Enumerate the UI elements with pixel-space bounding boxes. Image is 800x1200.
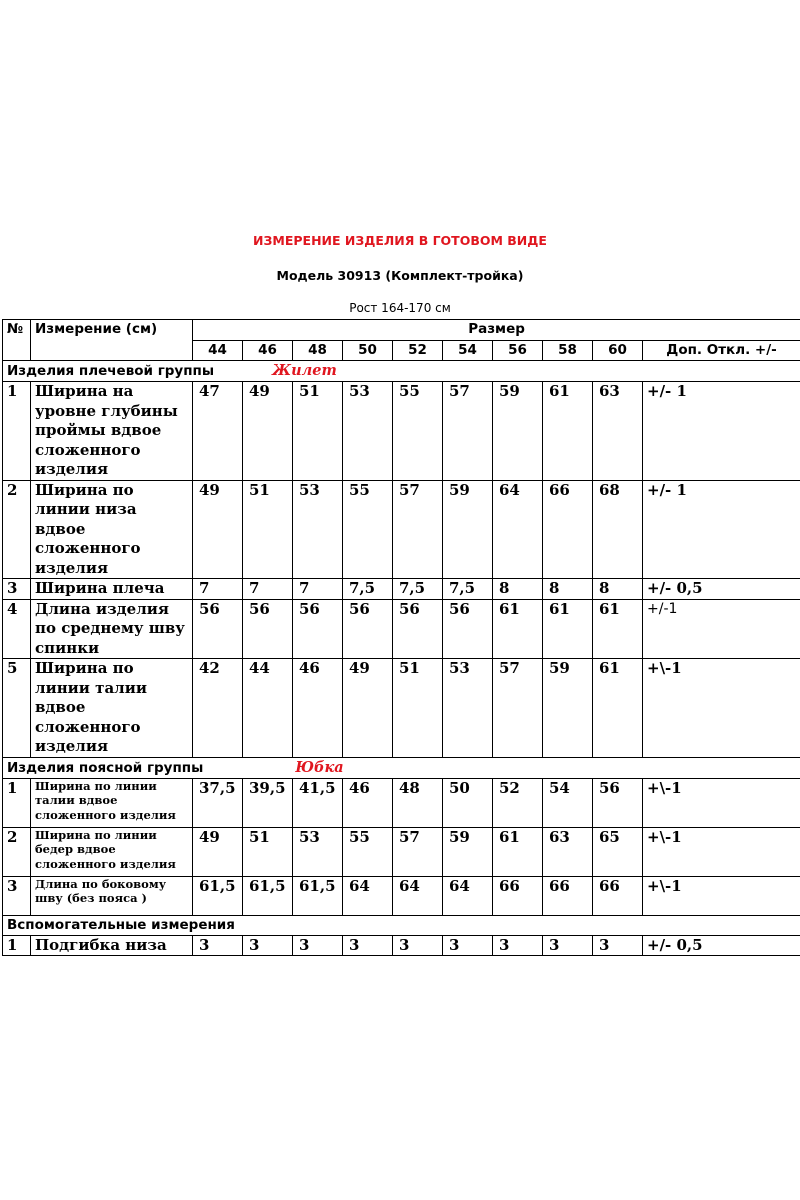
value-cell: 3 (343, 935, 393, 956)
size-44: 44 (193, 340, 243, 361)
document-title: ИЗМЕРЕНИЕ ИЗДЕЛИЯ В ГОТОВОМ ВИДЕ (253, 233, 547, 248)
value-cell: 54 (543, 778, 593, 827)
value-cell: 48 (393, 778, 443, 827)
value-cell: 66 (543, 480, 593, 579)
row-name: Ширина по линии талии вдвое сложенного изделия (31, 778, 193, 827)
size-52: 52 (393, 340, 443, 361)
value-cell: 53 (293, 827, 343, 876)
value-cell: 61,5 (193, 876, 243, 915)
value-cell: 49 (343, 659, 393, 758)
table-row (3, 935, 800, 956)
tolerance-cell: +\-1 (643, 876, 800, 915)
tolerance-cell: +/- 1 (643, 382, 800, 481)
table-row (3, 599, 800, 659)
value-cell: 7,5 (343, 579, 393, 600)
height-range: Рост 164-170 см (349, 301, 451, 315)
col-measure-header: Измерение (см) (31, 320, 193, 361)
row-no: 2 (3, 827, 31, 876)
value-cell: 61 (593, 659, 643, 758)
col-no-header: № (3, 320, 31, 361)
value-cell: 56 (343, 599, 393, 659)
value-cell: 63 (593, 382, 643, 481)
value-cell: 49 (193, 827, 243, 876)
group-row (3, 915, 800, 935)
value-cell: 53 (343, 382, 393, 481)
row-name: Ширина по линии низа вдвое сложенного изделия (31, 480, 193, 579)
value-cell: 8 (543, 579, 593, 600)
group-row (3, 361, 800, 382)
value-cell: 64 (443, 876, 493, 915)
group-label: Вспомогательные измерения (7, 916, 235, 933)
value-cell: 52 (493, 778, 543, 827)
value-cell: 3 (493, 935, 543, 956)
value-cell: 64 (393, 876, 443, 915)
table-row (3, 659, 800, 758)
value-cell: 51 (243, 480, 293, 579)
value-cell: 55 (393, 382, 443, 481)
tolerance-cell: +/- 0,5 (643, 579, 800, 600)
table-row (3, 778, 800, 827)
row-no: 3 (3, 579, 31, 600)
value-cell: 3 (193, 935, 243, 956)
value-cell: 64 (493, 480, 543, 579)
value-cell: 61 (543, 382, 593, 481)
value-cell: 61 (493, 599, 543, 659)
col-size-header: Размер (193, 320, 800, 341)
value-cell: 3 (243, 935, 293, 956)
size-60: 60 (593, 340, 643, 361)
row-no: 2 (3, 480, 31, 579)
tolerance-cell: +/- 1 (643, 480, 800, 579)
tolerance-header: Доп. Откл. +/- (643, 340, 800, 361)
row-no: 1 (3, 935, 31, 956)
group-label: Изделия поясной группы (7, 759, 204, 776)
row-name: Длина по боковому шву (без пояса ) (31, 876, 193, 915)
value-cell: 61 (493, 827, 543, 876)
value-cell: 65 (593, 827, 643, 876)
size-56: 56 (493, 340, 543, 361)
group-item: Жилет (272, 362, 337, 379)
value-cell: 53 (443, 659, 493, 758)
value-cell: 57 (493, 659, 543, 758)
value-cell: 50 (443, 778, 493, 827)
size-46: 46 (243, 340, 293, 361)
row-name: Ширина по линии талии вдвое сложенного изделия (31, 659, 193, 758)
table-row (3, 827, 800, 876)
value-cell: 49 (193, 480, 243, 579)
value-cell: 8 (493, 579, 543, 600)
value-cell: 3 (593, 935, 643, 956)
value-cell: 7,5 (443, 579, 493, 600)
value-cell: 47 (193, 382, 243, 481)
value-cell: 56 (393, 599, 443, 659)
value-cell: 41,5 (293, 778, 343, 827)
value-cell: 59 (493, 382, 543, 481)
measurement-table (2, 319, 800, 956)
value-cell: 66 (543, 876, 593, 915)
value-cell: 8 (593, 579, 643, 600)
value-cell: 59 (443, 480, 493, 579)
tolerance-cell: +/- 0,5 (643, 935, 800, 956)
value-cell: 3 (543, 935, 593, 956)
value-cell: 61,5 (243, 876, 293, 915)
row-name: Подгибка низа (31, 935, 193, 956)
row-name: Ширина по линии бедер вдвое сложенного изделия (31, 827, 193, 876)
value-cell: 56 (193, 599, 243, 659)
size-48: 48 (293, 340, 343, 361)
row-no: 1 (3, 778, 31, 827)
group-label-cell (3, 757, 800, 778)
value-cell: 56 (443, 599, 493, 659)
value-cell: 66 (593, 876, 643, 915)
row-no: 5 (3, 659, 31, 758)
size-54: 54 (443, 340, 493, 361)
group-label-cell (3, 915, 800, 935)
value-cell: 49 (243, 382, 293, 481)
value-cell: 63 (543, 827, 593, 876)
header-row-1 (3, 320, 800, 341)
row-name: Ширина на уровне глубины проймы вдвое сложенного изделия (31, 382, 193, 481)
value-cell: 3 (293, 935, 343, 956)
value-cell: 51 (243, 827, 293, 876)
value-cell: 51 (293, 382, 343, 481)
value-cell: 59 (543, 659, 593, 758)
size-58: 58 (543, 340, 593, 361)
value-cell: 3 (443, 935, 493, 956)
value-cell: 46 (343, 778, 393, 827)
row-name: Ширина плеча (31, 579, 193, 600)
table-row (3, 876, 800, 915)
tolerance-cell: +/-1 (643, 599, 800, 659)
value-cell: 57 (393, 827, 443, 876)
row-no: 4 (3, 599, 31, 659)
value-cell: 7 (243, 579, 293, 600)
group-item: Юбка (295, 758, 344, 776)
table-row (3, 480, 800, 579)
value-cell: 57 (393, 480, 443, 579)
value-cell: 56 (293, 599, 343, 659)
value-cell: 61 (543, 599, 593, 659)
size-50: 50 (343, 340, 393, 361)
value-cell: 55 (343, 827, 393, 876)
group-row (3, 757, 800, 778)
value-cell: 42 (193, 659, 243, 758)
tolerance-cell: +\-1 (643, 659, 800, 758)
value-cell: 56 (243, 599, 293, 659)
value-cell: 7,5 (393, 579, 443, 600)
table-row (3, 579, 800, 600)
value-cell: 61 (593, 599, 643, 659)
value-cell: 57 (443, 382, 493, 481)
table-row (3, 382, 800, 481)
value-cell: 55 (343, 480, 393, 579)
value-cell: 61,5 (293, 876, 343, 915)
value-cell: 44 (243, 659, 293, 758)
value-cell: 7 (293, 579, 343, 600)
value-cell: 37,5 (193, 778, 243, 827)
value-cell: 66 (493, 876, 543, 915)
tolerance-cell: +\-1 (643, 827, 800, 876)
value-cell: 3 (393, 935, 443, 956)
group-label-cell (3, 361, 800, 382)
value-cell: 53 (293, 480, 343, 579)
group-label: Изделия плечевой группы (7, 363, 215, 379)
tolerance-cell: +\-1 (643, 778, 800, 827)
value-cell: 56 (593, 778, 643, 827)
value-cell: 39,5 (243, 778, 293, 827)
value-cell: 7 (193, 579, 243, 600)
row-name: Длина изделия по среднему шву спинки (31, 599, 193, 659)
value-cell: 59 (443, 827, 493, 876)
value-cell: 46 (293, 659, 343, 758)
value-cell: 51 (393, 659, 443, 758)
row-no: 1 (3, 382, 31, 481)
model-name: Модель 30913 (Комплект-тройка) (276, 268, 524, 283)
value-cell: 68 (593, 480, 643, 579)
row-no: 3 (3, 876, 31, 915)
value-cell: 64 (343, 876, 393, 915)
